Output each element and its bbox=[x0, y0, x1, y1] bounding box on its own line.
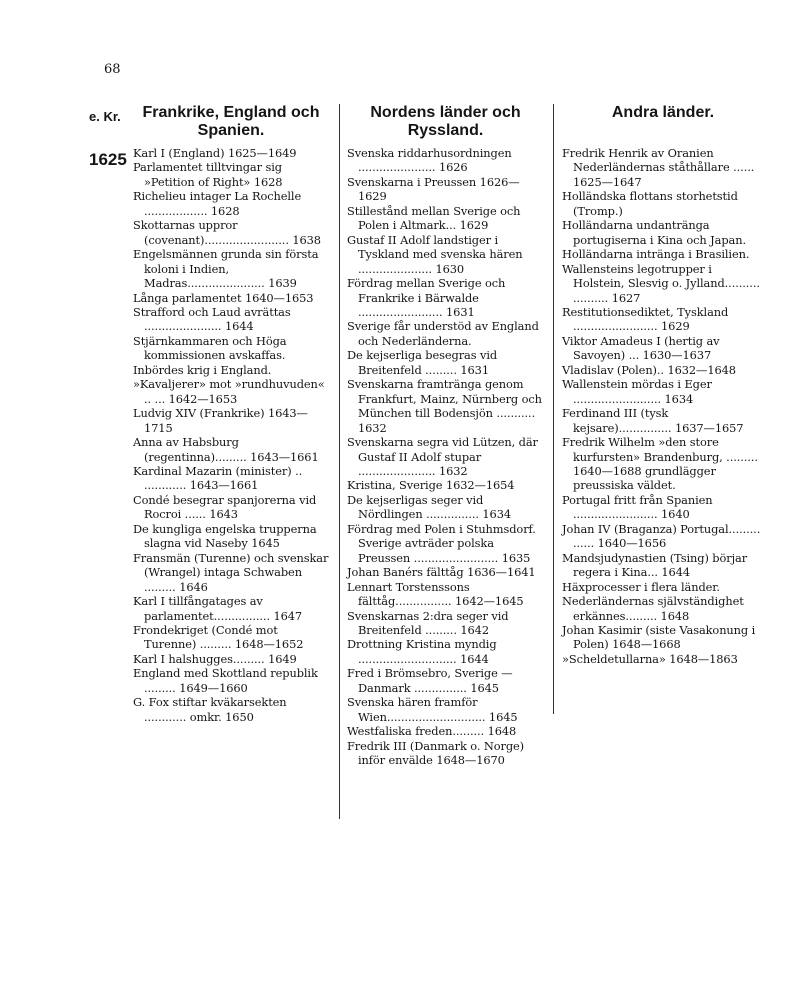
entry: Långa parlamentet 1640—1653 bbox=[133, 290, 314, 305]
entry: Karl I (England) 1625—1649 bbox=[133, 146, 297, 160]
entry: Gustaf II Adolf landstiger i Tyskland med svenska hären ..................... 1630 bbox=[347, 232, 523, 276]
entry: Condé besegrar spanjorerna vid Rocroi ...... 1643 bbox=[133, 492, 317, 522]
entry: Wallensteins legotrupper i Holstein, Slesvig o. Jylland.......... .......... 1627 bbox=[562, 261, 760, 305]
year-marker: 1625 bbox=[89, 150, 127, 169]
entry: Mandsjudynastien (Tsing) börjar regera i Kina... 1644 bbox=[562, 550, 748, 580]
entry: Kardinal Mazarin (minister) .. ............ 1643—1661 bbox=[133, 463, 303, 493]
column-nordic-russia bbox=[347, 104, 544, 767]
entry: Frondekriget (Condé mot Turenne) ......... 1648—1652 bbox=[133, 622, 304, 652]
entry: Svenska hären framför Wien............................ 1645 bbox=[347, 695, 518, 724]
entry: Fransmän (Turenne) och svenskar (Wrangel) intaga Schwaben ......... 1646 bbox=[133, 550, 329, 594]
entry: Svenskarna framtränga genom Frankfurt, Mainz, Nürnberg och München till Bodensjön ........... 1632 bbox=[347, 377, 542, 435]
column-rule-1 bbox=[339, 104, 340, 819]
entry: De kungliga engelska trupperna slagna vid Naseby 1645 bbox=[133, 521, 317, 551]
column-france-england-spain bbox=[133, 104, 329, 724]
column-other-countries bbox=[562, 104, 764, 666]
column-heading bbox=[347, 104, 544, 146]
entry: Parlamentet tilltvingar sig »Petition of Right» 1628 bbox=[133, 160, 283, 189]
column-heading bbox=[562, 104, 764, 146]
entry: Karl I tillfångatages av parlamentet................ 1647 bbox=[133, 594, 303, 623]
entry: Vladislav (Polen).. 1632—1648 bbox=[562, 362, 736, 377]
entry: Fredrik Wilhelm »den store kurfursten» Brandenburg, ......... 1640—1688 grundlägger preussiska väldet. bbox=[562, 435, 758, 493]
entry: Stillestånd mellan Sverige och Polen i Altmark... 1629 bbox=[347, 203, 521, 233]
entry: Johan Kasimir (siste Vasakonung i Polen) 1648—1668 bbox=[562, 622, 756, 652]
entry: Johan IV (Braganza) Portugal......... ...... 1640—1656 bbox=[562, 521, 761, 551]
entry: Fördrag mellan Sverige och Frankrike i Bärwalde ........................ 1631 bbox=[347, 276, 506, 319]
entry: Engelsmännen grunda sin första koloni i Indien, Madras...................... 1639 bbox=[133, 247, 319, 291]
entry: Holländarna intränga i Brasilien. bbox=[562, 247, 750, 262]
entry: Karl I halshugges......... 1649 bbox=[133, 651, 297, 666]
entry-list bbox=[562, 146, 764, 666]
entry: Häxprocesser i flera länder. bbox=[562, 579, 720, 594]
heading-line: Frankrike, England och bbox=[142, 104, 320, 121]
page-number: 68 bbox=[104, 62, 121, 77]
entry: G. Fox stiftar kväkarsekten ............ omkr. 1650 bbox=[133, 695, 287, 724]
entry: Johan Banérs fälttåg 1636—1641 bbox=[347, 565, 536, 580]
entry: »Scheldetullarna» 1648—1863 bbox=[562, 651, 738, 666]
entry-list bbox=[133, 146, 329, 724]
entry: Fred i Brömsebro, Sverige —Danmark ............... 1645 bbox=[347, 666, 513, 695]
heading-line: Andra länder. bbox=[611, 104, 715, 121]
entry: Nederländernas självständighet erkännes......... 1648 bbox=[562, 594, 744, 623]
era-label: e. Kr. bbox=[89, 109, 121, 124]
entry: Ferdinand III (tysk kejsare)............... 1637—1657 bbox=[562, 406, 744, 435]
heading-line: Nordens länder och bbox=[370, 104, 521, 121]
entry: Holländska flottans storhetstid (Tromp.) bbox=[562, 189, 738, 218]
entry: Richelieu intager La Rochelle .................. 1628 bbox=[133, 189, 302, 218]
entry: Svenskarnas 2:dra seger vid Breitenfeld ......... 1642 bbox=[347, 608, 509, 637]
entry: Drottning Kristina myndig ............................ 1644 bbox=[347, 637, 497, 666]
entry: Svenskarna i Preussen 1626—1629 bbox=[347, 174, 520, 204]
entry: De kejserligas seger vid Nördlingen ............... 1634 bbox=[347, 492, 511, 522]
entry: Anna av Habsburg (regentinna)......... 1643—1661 bbox=[133, 435, 319, 464]
entry: Kristina, Sverige 1632—1654 bbox=[347, 478, 515, 493]
entry: Fredrik III (Danmark o. Norge) inför envälde 1648—1670 bbox=[347, 738, 525, 768]
entry: »Kavaljerer» mot »rundhuvuden« .. ... 1642—1653 bbox=[133, 377, 325, 406]
entry: Sverige får understöd av England och Nederländerna. bbox=[347, 319, 539, 348]
entry: England med Skottland republik ......... 1649—1660 bbox=[133, 666, 318, 695]
entry: Holländarna undantränga portugiserna i Kina och Japan. bbox=[562, 218, 746, 247]
entry: Fredrik Henrik av Oranien Nederländernas ståthållare ...... 1625—1647 bbox=[562, 146, 755, 189]
entry: Stjärnkammaren och Höga kommissionen avskaffas. bbox=[133, 333, 287, 363]
column-heading bbox=[133, 104, 329, 146]
entry: De kejserliga besegras vid Breitenfeld ......... 1631 bbox=[347, 348, 498, 377]
entry: Skottarnas uppror (covenant)........................ 1638 bbox=[133, 218, 321, 247]
entry: Svenskarna segra vid Lützen, där Gustaf II Adolf stupar ...................... 1632 bbox=[347, 435, 538, 478]
column-rule-2 bbox=[553, 104, 554, 714]
entry: Westfaliska freden......... 1648 bbox=[347, 724, 517, 739]
entry: Lennart Torstenssons fälttåg................ 1642—1645 bbox=[347, 579, 524, 609]
entry: Portugal fritt från Spanien ........................ 1640 bbox=[562, 492, 713, 522]
entry: Inbördes krig i England. bbox=[133, 362, 272, 377]
entry: Fördrag med Polen i Stuhmsdorf. Sverige avträder polska Preussen ........................ 1635 bbox=[347, 521, 536, 565]
entry: Ludvig XIV (Frankrike) 1643—1715 bbox=[133, 406, 308, 435]
entry: Strafford och Laud avrättas ...................... 1644 bbox=[133, 304, 291, 334]
entry: Viktor Amadeus I (hertig av Savoyen) ... 1630—1637 bbox=[562, 333, 720, 363]
entry: Restitutionsediktet, Tyskland ........................ 1629 bbox=[562, 304, 729, 334]
heading-line: Spanien. bbox=[197, 122, 265, 139]
heading-line: Ryssland. bbox=[407, 122, 484, 139]
entry: Svenska riddarhusordningen ...................... 1626 bbox=[347, 146, 512, 175]
entry-list bbox=[347, 146, 544, 767]
entry: Wallenstein mördas i Eger ......................... 1634 bbox=[562, 377, 712, 406]
